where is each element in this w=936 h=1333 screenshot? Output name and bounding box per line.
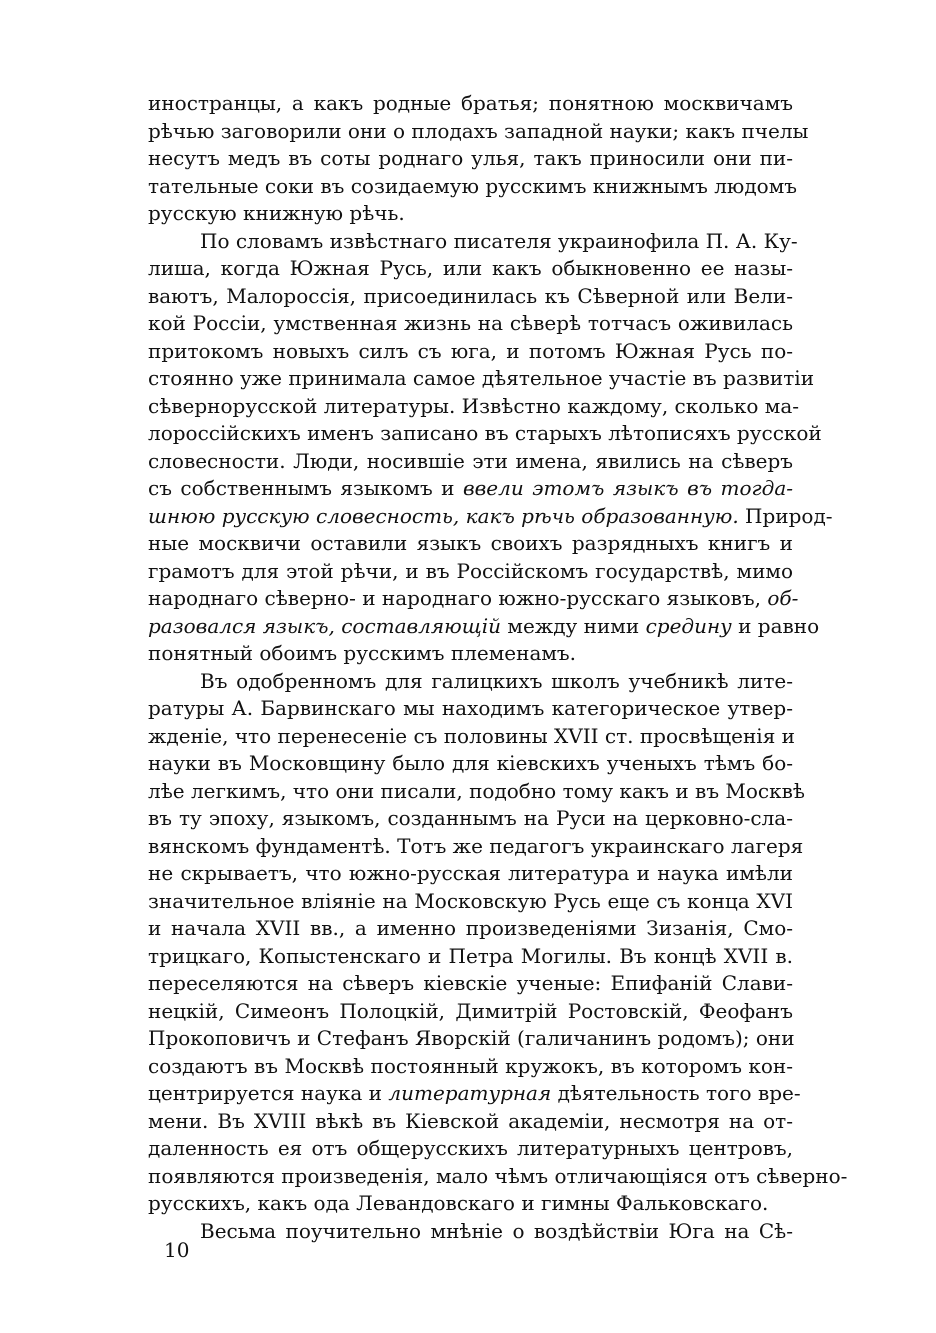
text-line <box>148 420 822 448</box>
body-text <box>148 90 848 1245</box>
text-line <box>148 805 793 833</box>
text-segment: даленность ея отъ общерусскихъ литературныхъ центровъ, <box>148 1136 793 1160</box>
text-line <box>148 475 793 503</box>
text-segment: иностранцы, а какъ родные братья; понятною москвичамъ <box>148 91 793 115</box>
text-segment: ные москвичи оставили языкъ своихъ разрядныхъ книгъ и <box>148 531 793 555</box>
text-line <box>148 750 793 778</box>
text-line <box>148 338 793 366</box>
text-line <box>148 1190 793 1218</box>
text-segment: лороссійскихъ именъ записано въ старыхъ лѣтописяхъ русской <box>148 421 822 445</box>
text-line <box>148 558 793 586</box>
text-line <box>148 943 793 971</box>
text-line <box>148 1108 793 1136</box>
text-segment: тательные соки въ созидаемую русскимъ книжнымъ людомъ <box>148 173 797 198</box>
text-line <box>148 118 809 146</box>
text-segment: притокомъ новыхъ силъ съ юга, и потомъ Южная Русь по- <box>148 338 793 363</box>
italic-text-segment: шнюю русскую словесность, какъ рѣчь образованную. <box>148 503 739 528</box>
text-line <box>148 778 805 806</box>
text-line <box>148 448 793 476</box>
text-segment: появляются произведенія, мало чѣмъ отличающіяся отъ сѣверно- <box>148 1163 848 1188</box>
text-line <box>148 530 793 558</box>
text-line <box>148 668 793 696</box>
text-segment: По словамъ извѣстнаго писателя украинофила П. А. Ку- <box>200 228 798 253</box>
text-line <box>148 833 804 861</box>
text-segment: центрируется наука и <box>148 1081 389 1105</box>
text-segment: переселяются на сѣверъ кіевскіе ученые: Епифаній Слави- <box>148 971 793 995</box>
text-segment: дѣятельность того вре- <box>551 1081 801 1105</box>
text-segment: сѣвернорусской литературы. Извѣстно каждому, сколько ма- <box>148 393 800 418</box>
text-line <box>148 888 793 916</box>
text-segment: понятный обоимъ русскимъ племенамъ. <box>148 641 577 665</box>
text-segment: между ними <box>501 613 646 638</box>
text-segment: Прокоповичъ и Стефанъ Яворскій (галичанинъ родомъ); они <box>148 1026 795 1050</box>
text-segment: Въ одобренномъ для галицкихъ школъ учебникѣ лите- <box>200 668 793 693</box>
text-line <box>148 90 793 118</box>
text-segment: ваютъ, Малороссія, присоединилась къ Сѣверной или Вели- <box>148 283 793 308</box>
text-line <box>148 998 793 1026</box>
text-line <box>148 255 793 283</box>
text-line <box>148 283 793 311</box>
text-line <box>148 1135 793 1163</box>
text-line <box>148 860 793 888</box>
text-line <box>148 970 793 998</box>
text-segment: вянскомъ фундаментѣ. Тотъ же педагогъ украинскаго лагеря <box>148 833 804 858</box>
text-segment: и равно <box>731 613 820 638</box>
text-segment: съ собственнымъ языкомъ и <box>148 476 464 500</box>
text-line <box>148 695 793 723</box>
text-segment: въ ту эпоху, языкомъ, созданнымъ на Руси на церковно-сла- <box>148 806 793 830</box>
text-segment: жденіе, что перенесеніе съ половины XVII ст. просвѣщенія и <box>148 723 796 748</box>
text-line <box>148 145 793 173</box>
text-line <box>148 915 793 943</box>
text-segment: русскую книжную рѣчь. <box>148 201 405 225</box>
text-segment: стоянно уже принимала самое дѣятельное участіе въ развитіи <box>148 366 815 390</box>
text-segment: несутъ медъ въ соты роднаго улья, такъ приносили они пи- <box>148 146 793 170</box>
text-line <box>148 200 793 228</box>
text-line <box>148 723 796 751</box>
text-segment: не скрываетъ, что южно-русская литература и наука имѣли <box>148 861 793 885</box>
text-line <box>148 503 833 531</box>
text-line <box>148 1163 848 1191</box>
text-segment: Природ- <box>738 503 833 528</box>
text-line <box>148 228 798 256</box>
text-segment: словесности. Люди, носившіе эти имена, явились на сѣверъ <box>148 448 793 473</box>
text-segment: лѣе легкимъ, что они писали, подобно тому какъ и въ Москвѣ <box>148 778 805 803</box>
text-segment: народнаго сѣверно- и народнаго южно-русскаго языковъ, <box>148 586 768 610</box>
text-line <box>148 1025 793 1053</box>
text-segment: мени. Въ XVIII вѣкѣ въ Кіевской академіи, несмотря на от- <box>148 1108 793 1133</box>
text-segment: русскихъ, какъ ода Левандовскаго и гимны Фальковскаго. <box>148 1191 769 1215</box>
text-line <box>148 640 793 668</box>
text-segment: лиша, когда Южная Русь, или какъ обыкновенно ее назы- <box>148 256 793 280</box>
text-segment: значительное вліяніе на Московскую Русь еще съ конца XVI <box>148 888 793 913</box>
text-line <box>148 173 797 201</box>
text-line <box>148 365 815 393</box>
text-segment: и начала XVII вв., а именно произведеніями Зизанія, Смо- <box>148 916 793 940</box>
text-line <box>148 585 799 613</box>
italic-text-segment: литературная <box>388 1081 552 1105</box>
text-line <box>148 393 800 421</box>
text-line <box>148 1080 801 1108</box>
text-segment: кой Россіи, умственная жизнь на сѣверѣ тотчасъ оживилась <box>148 311 793 335</box>
text-segment: нецкій, Симеонъ Полоцкій, Димитрій Ростовскій, Феофанъ <box>148 998 793 1023</box>
text-line <box>148 1218 793 1246</box>
italic-text-segment: ввели этомъ языкъ въ тогда- <box>463 476 793 500</box>
text-segment: ратуры А. Барвинскаго мы находимъ категорическое утвер- <box>148 696 793 720</box>
text-segment: Весьма поучительно мнѣніе о воздѣйствіи Юга на Сѣ- <box>200 1218 793 1243</box>
text-line <box>148 310 793 338</box>
text-segment: создаютъ въ Москвѣ постоянный кружокъ, въ которомъ кон- <box>148 1053 793 1078</box>
italic-text-segment: средину <box>645 613 732 638</box>
italic-text-segment: об- <box>767 586 799 610</box>
page-number: 10 <box>164 1238 190 1262</box>
text-segment: рѣчью заговорили они о плодахъ западной науки; какъ пчелы <box>148 118 809 143</box>
italic-text-segment: разовался языкъ, составляющій <box>148 613 502 638</box>
text-segment: грамотъ для этой рѣчи, и въ Россійскомъ государствѣ, мимо <box>148 558 793 583</box>
text-segment: науки въ Московщину было для кіевскихъ ученыхъ тѣмъ бо- <box>148 751 793 775</box>
text-line <box>148 613 820 641</box>
text-segment: трицкаго, Копыстенскаго и Петра Могилы. Въ концѣ XVII в. <box>148 943 793 968</box>
text-line <box>148 1053 793 1081</box>
